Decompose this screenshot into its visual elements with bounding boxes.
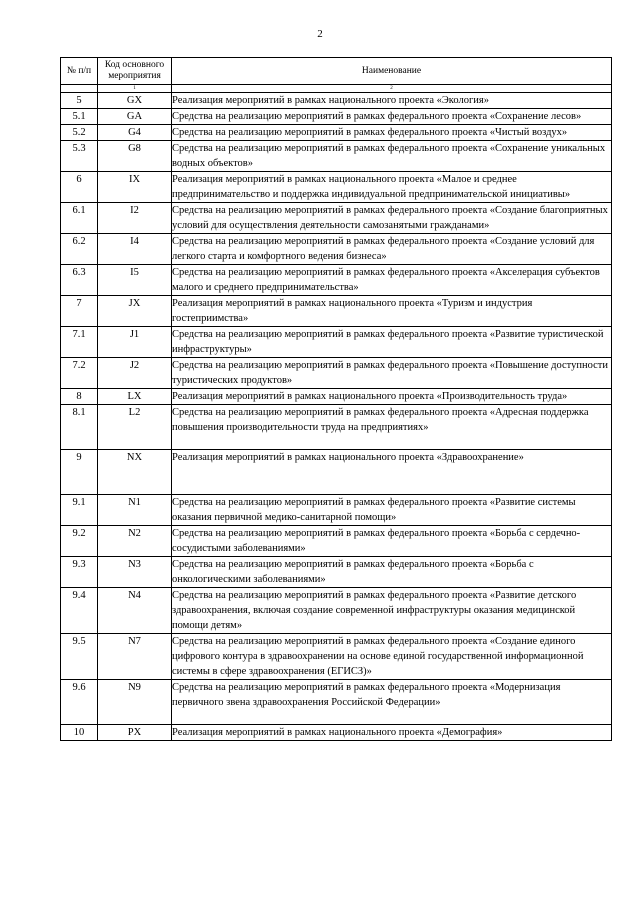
row-name: Средства на реализацию мероприятий в рамках федерального проекта «Борьба с онкологическими заболеваниями» [172,557,612,588]
row-name: Средства на реализацию мероприятий в рамках федерального проекта «Создание благоприятных условий для осуществления деятельности самозанятыми гражданами» [172,203,612,234]
row-num: 8.1 [61,405,98,450]
table-row [61,557,612,588]
row-name: Средства на реализацию мероприятий в рамках федерального проекта «Борьба с сердечно-сосудистыми заболеваниями» [172,526,612,557]
row-num: 6.1 [61,203,98,234]
row-code: IX [98,172,172,203]
row-code: J1 [98,327,172,358]
column-number-code: 1 [98,85,172,93]
row-num: 6.3 [61,265,98,296]
header-name: Наименование [172,58,612,85]
table-row [61,450,612,495]
row-name: Средства на реализацию мероприятий в рамках федерального проекта «Модернизация первичного звена здравоохранения Российской Федерации» [172,680,612,725]
row-name: Средства на реализацию мероприятий в рамках федерального проекта «Адресная поддержка повышения производительности труда на предприятиях» [172,405,612,450]
row-name: Средства на реализацию мероприятий в рамках федерального проекта «Сохранение лесов» [172,109,612,125]
row-code: G4 [98,125,172,141]
row-code: N4 [98,588,172,634]
row-num: 5.1 [61,109,98,125]
row-code: L2 [98,405,172,450]
row-name: Реализация мероприятий в рамках национального проекта «Малое и среднее предпринимательство и поддержка индивидуальной предпринимательской инициативы» [172,172,612,203]
row-num: 9.6 [61,680,98,725]
row-num: 8 [61,389,98,405]
table-row [61,495,612,526]
row-code: N9 [98,680,172,725]
row-name: Реализация мероприятий в рамках национального проекта «Туризм и индустрия гостеприимства» [172,296,612,327]
row-code: N2 [98,526,172,557]
row-code: GA [98,109,172,125]
row-code: I2 [98,203,172,234]
table-row [61,93,612,109]
row-name: Реализация мероприятий в рамках национального проекта «Производительность труда» [172,389,612,405]
row-code: N3 [98,557,172,588]
table-row [61,358,612,389]
table-row [61,172,612,203]
row-code: N7 [98,634,172,680]
row-num: 9.2 [61,526,98,557]
table-row [61,203,612,234]
table-row [61,389,612,405]
row-code: I5 [98,265,172,296]
row-code: JX [98,296,172,327]
row-num: 5.2 [61,125,98,141]
table-row [61,141,612,172]
row-name: Реализация мероприятий в рамках национального проекта «Демография» [172,725,612,741]
row-code: PX [98,725,172,741]
page-number: 2 [317,28,323,40]
row-name: Средства на реализацию мероприятий в рамках федерального проекта «Создание единого цифрового контура в здравоохранении на основе единой государственной информационной системы в сфере здравоохранения (ЕГИСЗ)» [172,634,612,680]
table-row [61,725,612,741]
row-num: 7 [61,296,98,327]
table-row [61,234,612,265]
row-num: 6 [61,172,98,203]
table-row [61,327,612,358]
row-name: Средства на реализацию мероприятий в рамках федерального проекта «Сохранение уникальных водных объектов» [172,141,612,172]
row-num: 7.1 [61,327,98,358]
row-name: Средства на реализацию мероприятий в рамках федерального проекта «Повышение доступности туристических продуктов» [172,358,612,389]
column-number-num [61,85,98,93]
row-code: N1 [98,495,172,526]
row-num: 7.2 [61,358,98,389]
header-code: Код основного мероприятия [98,58,172,85]
row-num: 9 [61,450,98,495]
row-num: 10 [61,725,98,741]
column-number-row [61,85,612,93]
row-num: 9.3 [61,557,98,588]
header-num: № п/п [61,58,98,85]
row-code: I4 [98,234,172,265]
row-num: 5.3 [61,141,98,172]
measures-table [60,57,612,741]
table-row [61,526,612,557]
table-row [61,588,612,634]
row-name: Реализация мероприятий в рамках национального проекта «Экология» [172,93,612,109]
table-row [61,265,612,296]
row-code: LX [98,389,172,405]
row-name: Реализация мероприятий в рамках национального проекта «Здравоохранение» [172,450,612,495]
table-row [61,680,612,725]
row-name: Средства на реализацию мероприятий в рамках федерального проекта «Чистый воздух» [172,125,612,141]
row-name: Средства на реализацию мероприятий в рамках федерального проекта «Развитие детского здравоохранения, включая создание современной инфраструктуры оказания медицинской помощи детям» [172,588,612,634]
row-num: 6.2 [61,234,98,265]
row-name: Средства на реализацию мероприятий в рамках федерального проекта «Акселерация субъектов малого и среднего предпринимательства» [172,265,612,296]
column-number-name: 2 [172,85,612,93]
table-row [61,405,612,450]
row-name: Средства на реализацию мероприятий в рамках федерального проекта «Развитие туристической инфраструктуры» [172,327,612,358]
row-num: 9.5 [61,634,98,680]
table-row [61,125,612,141]
row-code: NX [98,450,172,495]
table-row [61,109,612,125]
row-name: Средства на реализацию мероприятий в рамках федерального проекта «Развитие системы оказания первичной медико-санитарной помощи» [172,495,612,526]
header-row [61,58,612,85]
row-num: 5 [61,93,98,109]
row-num: 9.1 [61,495,98,526]
row-code: G8 [98,141,172,172]
row-name: Средства на реализацию мероприятий в рамках федерального проекта «Создание условий для легкого старта и комфортного ведения бизнеса» [172,234,612,265]
row-num: 9.4 [61,588,98,634]
row-code: GX [98,93,172,109]
table-row [61,296,612,327]
table-row [61,634,612,680]
row-code: J2 [98,358,172,389]
